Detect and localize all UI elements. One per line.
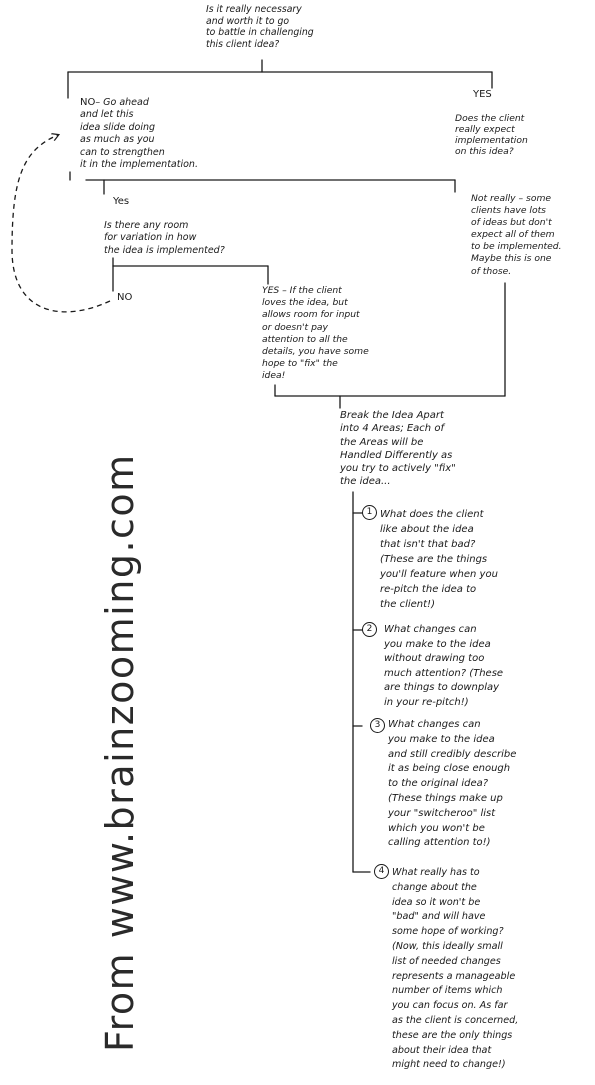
not-really-text: Not really – some clients have lots of ideas but don't expect all of them to be implemented. Maybe this is one of those. [471,193,562,277]
area-4-number-badge [374,864,389,879]
area-1-number: 1 [366,507,373,517]
area-3-number: 3 [374,720,381,730]
yes-hope-text: YES – If the client loves the idea, but allows room for input or doesn't pay attention to all the details, you have some hope to "fix" the idea! [262,285,369,382]
area-1-text: What does the client like about the idea that isn't that bad? (These are the things you'll feature when you re-pitch the idea to the client!) [380,509,498,610]
no-label: NO [80,97,96,108]
area-1-number-badge [362,505,377,520]
variation-no-label: NO [117,292,133,303]
brainzooming-watermark: From www.brainzooming.com [98,453,142,1052]
no-go-ahead-text [80,97,230,171]
break-apart-text: Break the Idea Apart into 4 Areas; Each of the Areas will be Handled Differently as you try to actively "fix" the idea... [340,410,456,488]
variation-yes-label: Yes [113,196,130,207]
area-2-text: What changes can you make to the idea without drawing too much attention? (These are things to downplay in your re-pitch!) [384,624,504,708]
yes-label: YES [473,89,492,100]
area-4-number: 4 [378,866,385,876]
variation-question: Is there any room for variation in how the idea is implemented? [104,220,225,256]
area-3-number-badge [370,718,385,733]
area-2-number: 2 [366,624,373,634]
top-question: Is it really necessary and worth it to go to battle in challenging this client idea? [206,4,314,50]
expect-implementation-question: Does the client really expect implementation on this idea? [455,113,528,157]
area-2-number-badge [362,622,377,637]
no-go-ahead-body: – Go ahead and let this idea slide doing as much as you can to strengthen it in the implementation. [80,97,198,171]
area-3-text: What changes can you make to the idea and still credibly describe it as being close enough to the original idea? (These things make up your "switcheroo" list which you won't be calling attention to!) [388,719,517,849]
area-4-text: What really has to change about the idea so it won't be "bad" and will have some hope of working? (Now, this ideally small list of needed changes represents a manageable number of items which you can focus on. As far as the client is concerned, these are the only things about their idea that might need to change!) [392,867,519,1071]
